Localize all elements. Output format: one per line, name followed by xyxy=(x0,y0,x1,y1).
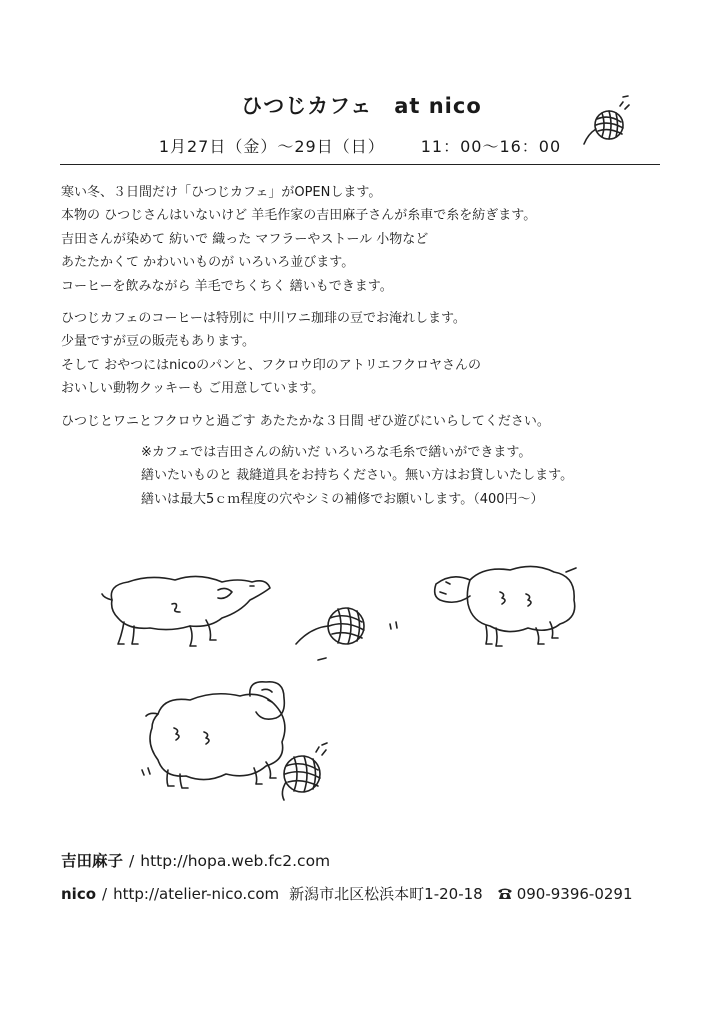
text-line: コーヒーを飲みながら 羊毛でちくちく 繕いもできます。 xyxy=(61,278,393,294)
title-main: ひつじカフェ xyxy=(241,94,373,118)
event-days: 1月27日（金）〜29日（日） xyxy=(158,137,385,156)
text-line: おいしい動物クッキーも ご用意しています。 xyxy=(61,381,325,397)
shop-link[interactable]: http://atelier-nico.com xyxy=(113,885,280,903)
text-line: ひつじカフェのコーヒーは特別に 中川ワニ珈琲の豆でお淹れします。 xyxy=(61,311,466,327)
paragraph-2 xyxy=(61,307,661,401)
telephone-icon xyxy=(497,887,513,900)
shop-info xyxy=(61,883,633,904)
note-line: 繕いたいものと 裁縫道具をお持ちください。無い方はお貸しいたします。 xyxy=(141,468,574,484)
shop-tel[interactable]: 090-9396-0291 xyxy=(516,885,633,903)
shop-name: nico xyxy=(61,885,97,903)
text-line: ひつじとワニとフクロウと過ごす あたたかな３日間 ぜひ遊びにいらしてください。 xyxy=(61,413,550,429)
shop-address: 新潟市北区松浜本町1-20-18 xyxy=(289,885,483,903)
yarn-ball-icon xyxy=(282,743,327,800)
sheep-icon xyxy=(102,576,270,646)
artist-link[interactable]: http://hopa.web.fc2.com xyxy=(140,852,331,870)
mending-note xyxy=(141,441,671,511)
separator: / xyxy=(102,885,108,903)
text-line: 少量ですが豆の販売もあります。 xyxy=(61,334,255,350)
event-time: 11：00〜16：00 xyxy=(420,137,562,156)
event-date xyxy=(60,134,660,157)
description xyxy=(61,181,661,442)
text-line: あたたかくて かわいいものが いろいろ並びます。 xyxy=(61,255,355,271)
title-venue: at nico xyxy=(394,94,482,118)
divider xyxy=(60,164,660,165)
paragraph-3 xyxy=(61,410,661,433)
yarn-ball-icon xyxy=(296,608,397,660)
paragraph-1 xyxy=(61,181,661,298)
artist-name: 吉田麻子 xyxy=(61,852,124,870)
text-line: そして おやつにはnicoのパンと、フクロウ印のアトリエフクロヤさんの xyxy=(61,357,482,373)
sheep-illustration xyxy=(0,540,723,830)
separator: / xyxy=(129,852,135,870)
note-line: 繕いは最大5ｃｍ程度の穴やシミの補修でお願いします。（400円〜） xyxy=(141,491,544,507)
artist-info xyxy=(61,849,330,871)
text-line: 寒い冬、３日間だけ「ひつじカフェ」がOPENします。 xyxy=(61,185,382,200)
note-line: ※カフェでは吉田さんの紡いだ いろいろな毛糸で繕いができます。 xyxy=(141,445,532,460)
text-line: 本物の ひつじさんはいないけど 羊毛作家の吉田麻子さんが糸車で糸を紡ぎます。 xyxy=(61,208,537,224)
sheep-icon xyxy=(142,682,285,788)
text-line: 吉田さんが染めて 紡いで 織った マフラーやストール 小物など xyxy=(61,231,429,247)
sheep-icon xyxy=(435,566,576,646)
